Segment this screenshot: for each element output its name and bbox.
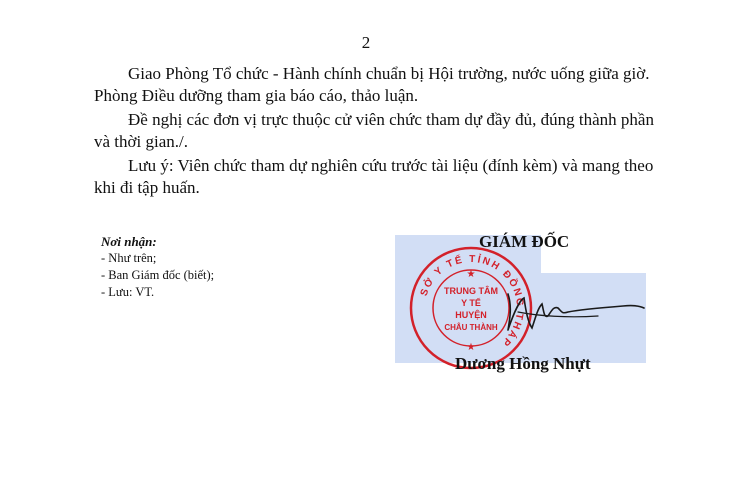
signer-name: Dương Hồng Nhựt (455, 354, 591, 373)
recipients-block (101, 233, 214, 301)
stamp-line: HUYỆN (455, 310, 487, 320)
stamp-line: TRUNG TÂM (444, 286, 498, 296)
position-title: GIÁM ĐỐC (479, 232, 570, 251)
recipient-item: - Ban Giám đốc (biết); (101, 268, 215, 282)
stamp-line: CHÂU THÀNH (444, 323, 498, 332)
stamp-line: Y TẾ (461, 298, 481, 308)
paragraph-request: Đề nghị các đơn vị trực thuộc cử viên chức tham dự đầy đủ, đúng thành phần và thời gian./. (94, 110, 654, 151)
paragraph-assignment: Giao Phòng Tổ chức - Hành chính chuẩn bị Hội trường, nước uống giữa giờ. Phòng Điều dưỡng tham gia báo cáo, thảo luận. (94, 64, 650, 105)
recipient-item: - Lưu: VT. (101, 285, 155, 299)
recipient-item: - Như trên; (101, 251, 157, 265)
recipients-title: Nơi nhận: (101, 234, 157, 249)
page-number: 2 (361, 33, 371, 52)
stamp-outer-text: SỞ Y TẾ TỈNH ĐỒNG THÁP (418, 253, 526, 350)
paragraph-note: Lưu ý: Viên chức tham dự nghiên cứu trước tài liệu (đính kèm) và mang theo khi đi tập huấn. (94, 156, 654, 197)
stamp-star-icon: ★ (466, 269, 476, 280)
handwritten-signature (458, 282, 648, 342)
stamp-star-icon: ★ (466, 342, 476, 353)
